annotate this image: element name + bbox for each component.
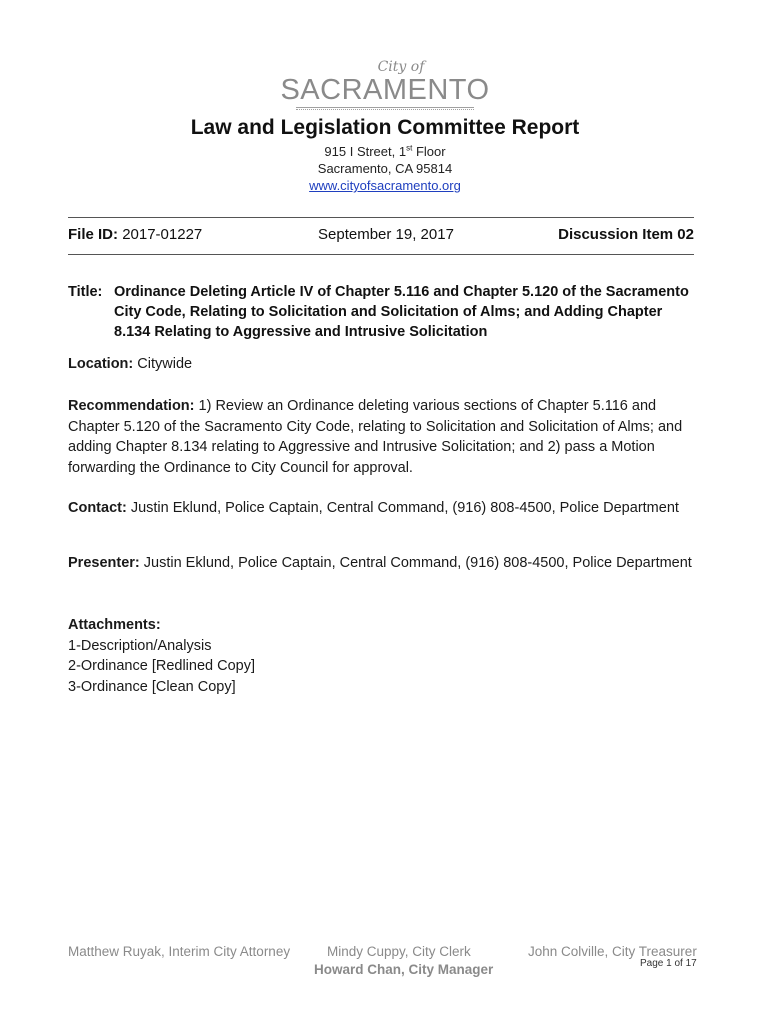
address-line-2: Sacramento, CA 95814: [317, 161, 453, 176]
report-title: Law and Legislation Committee Report: [190, 116, 580, 139]
footer-clerk: Mindy Cuppy, City Clerk: [327, 944, 471, 959]
attachment-item: 1-Description/Analysis: [68, 637, 212, 654]
file-id-value: 2017-01227: [122, 226, 203, 243]
page-footer: [68, 944, 708, 984]
file-id-label: File ID:: [68, 226, 119, 243]
location-value: Citywide: [137, 356, 193, 372]
address-line-1-main: 915 I Street, 1: [324, 144, 407, 159]
attachments-section: [68, 615, 694, 697]
bottom-divider: [68, 254, 694, 255]
city-logo: [0, 60, 770, 110]
recommendation-section: [68, 396, 694, 478]
presenter-label: Presenter:: [68, 555, 140, 571]
location-label: Location:: [68, 356, 134, 372]
footer-manager: Howard Chan, City Manager: [314, 962, 494, 977]
logo-underline: [296, 107, 474, 110]
contact-label: Contact:: [68, 500, 127, 516]
discussion-item: Discussion Item 02: [558, 226, 694, 243]
footer-attorney: Matthew Ruyak, Interim City Attorney: [68, 944, 291, 959]
footer-treasurer: John Colville, City Treasurer: [528, 944, 697, 959]
address-line-1-floor: Floor: [412, 144, 446, 159]
address-line-1: [0, 144, 770, 160]
title-text: Ordinance Deleting Article IV of Chapter 5.116 and Chapter 5.120 of the Sacramento City Code, Relating to Solicitation and Solicitation of Alms; and Adding Chapter 8.134 Relating to Aggressive and Intrusive Solicitation: [114, 284, 689, 340]
file-id: [68, 226, 202, 243]
top-divider: [68, 217, 694, 218]
recommendation-text: 1) Review an Ordinance deleting various sections of Chapter 5.116 and Chapter 5.120 of the Sacramento City Code, relating to Solicitation and Solicitation of Alms; and adding Chapter 8.134 relating to Aggressive and Intrusive Solicitation; and 2) pass a Motion forwarding the Ordinance to City Council for approval.: [68, 398, 683, 476]
recommendation-label: Recommendation:: [68, 398, 195, 414]
file-info-row: [68, 226, 694, 246]
contact-text: Justin Eklund, Police Captain, Central Command, (916) 808-4500, Police Department: [130, 500, 679, 516]
report-title-block: [68, 282, 694, 342]
attachment-item: 2-Ordinance [Redlined Copy]: [68, 658, 255, 674]
presenter-text: Justin Eklund, Police Captain, Central Command, (916) 808-4500, Police Department: [143, 555, 692, 571]
logo-name: SACRAMENTO: [280, 74, 490, 106]
attachment-item: 3-Ordinance [Clean Copy]: [68, 678, 236, 695]
location-section: [68, 354, 694, 375]
website-line: [0, 178, 770, 194]
page-number: Page 1 of 17: [640, 958, 697, 969]
address-ordinal: st: [406, 143, 413, 153]
presenter-section: [68, 553, 694, 574]
meeting-date: September 19, 2017: [318, 226, 454, 243]
website-link[interactable]: www.cityofsacramento.org: [309, 178, 461, 193]
title-label: Title:: [68, 284, 103, 300]
logo-city-of: City of: [377, 59, 425, 75]
contact-section: [68, 498, 694, 519]
attachments-label: Attachments:: [68, 617, 161, 633]
